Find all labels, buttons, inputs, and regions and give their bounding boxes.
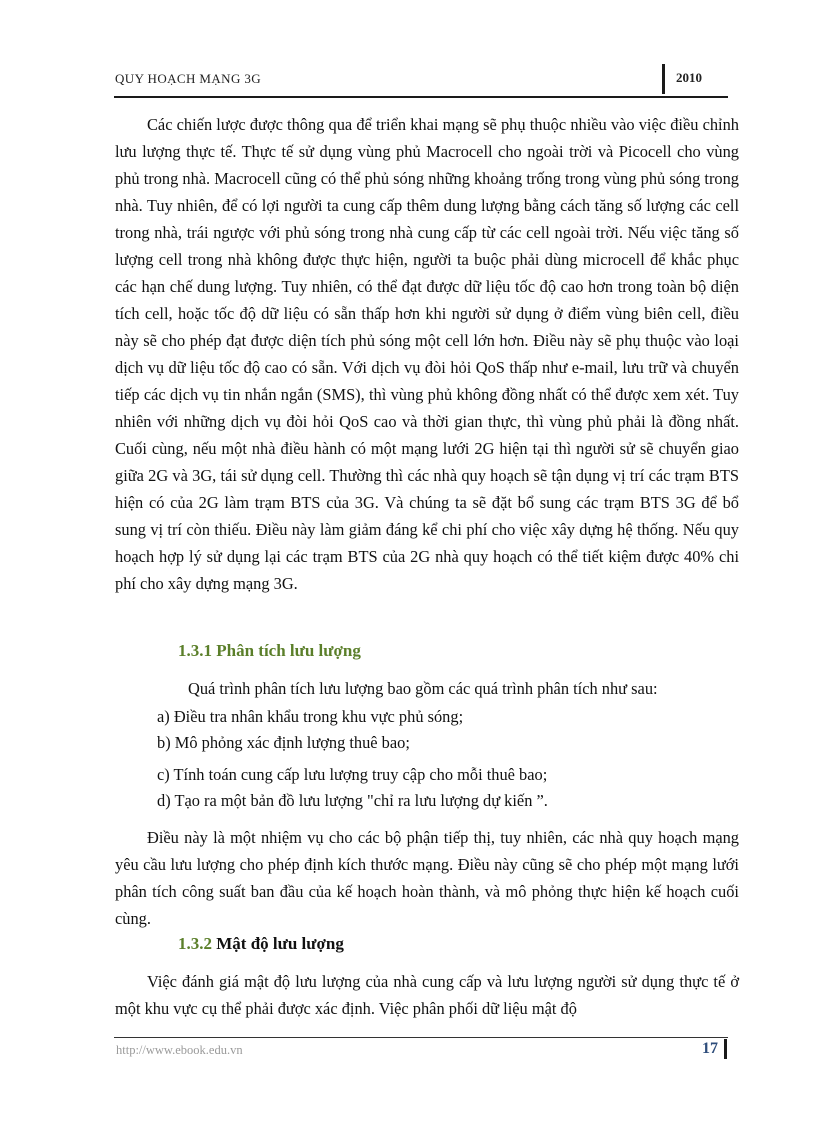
paragraph-marketing-task: Điều này là một nhiệm vụ cho các bộ phận tiếp thị, tuy nhiên, các nhà quy hoạch mạng yêu cầu lưu lượng cho phép định kích thước mạng. Điều này cũng sẽ cho phép một mạng lưới phân tích công suất ban đầu của kế hoạch hoàn thành, và mô phỏng thực hiện kế hoạch cuối cùng. (115, 828, 739, 928)
page-number: 17 (702, 1040, 718, 1057)
running-header-year: 2010 (676, 70, 702, 85)
list-item: a) Điều tra nhân khẩu trong khu vực phủ sóng; (157, 707, 464, 726)
analysis-steps-list (157, 704, 548, 814)
section-title: Mật độ lưu lượng (216, 934, 344, 953)
section-heading-traffic-density (178, 934, 344, 954)
header-divider-bar (662, 64, 665, 94)
footer-divider-bar (724, 1039, 727, 1059)
section-heading-traffic-analysis (178, 641, 361, 661)
section-title: Phân tích lưu lượng (216, 641, 361, 660)
list-item: b) Mô phỏng xác định lượng thuê bao; (157, 733, 410, 752)
section-intro: Quá trình phân tích lưu lượng bao gồm các quá trình phân tích như sau: (188, 679, 658, 698)
list-item: c) Tính toán cung cấp lưu lượng truy cập cho mỗi thuê bao; (157, 765, 548, 784)
running-header-title: QUY HOẠCH MẠNG 3G (115, 71, 262, 86)
footer-url-link[interactable]: http://www.ebook.edu.vn (116, 1043, 243, 1057)
paragraph-deployment-strategy: Các chiến lược được thông qua để triển khai mạng sẽ phụ thuộc nhiều vào việc điều chỉnh lưu lượng thực tế. Thực tế sử dụng vùng phủ Macrocell cho ngoài trời và Picocell cho vùng phủ trong nhà. Macrocell cũng có thể phủ sóng những khoảng trống trong vùng phủ sóng trong nhà. Tuy nhiên, để có lợi người ta cung cấp thêm dung lượng bằng cách tăng số lượng các cell trong nhà, trái ngược với phủ sóng trong nhà cung cấp từ các cell ngoài trời. Nếu việc tăng số lượng cell trong nhà không được thực hiện, người ta buộc phải dùng microcell để khắc phục các hạn chế dung lượng. Tuy nhiên, có thể đạt được dữ liệu tốc độ cao hơn trong toàn bộ diện tích cell, hoặc tốc độ dữ liệu có sẵn thấp hơn khi người sử dụng ở điểm vùng biên cell, điều này sẽ cho phép đạt được diện tích phủ sóng một cell lớn hơn. Điều này sẽ phụ thuộc vào loại dịch vụ dữ liệu tốc độ cao có sẵn. Với dịch vụ đòi hỏi QoS thấp như e-mail, lưu trữ và chuyển tiếp các dịch vụ tin nhắn ngắn (SMS), thì vùng phủ không đồng nhất có thể được xem xét. Tuy nhiên với những dịch vụ đòi hỏi QoS cao và thời gian thực, thì vùng phủ phải là đồng nhất. Cuối cùng, nếu một nhà điều hành có một mạng lưới 2G hiện tại thì người sử sẽ chuyển giao giữa 2G và 3G, tái sử dụng cell. Thường thì các nhà quy hoạch sẽ tận dụng vị trí các trạm BTS hiện có của 2G làm trạm BTS của 3G. Và chúng ta sẽ đặt bổ sung các trạm BTS 3G để bổ sung vị trí còn thiếu. Điều này làm giảm đáng kể chi phí cho việc xây dựng hệ thống. Nếu quy hoạch hợp lý sử dụng lại các trạm BTS của 2G nhà quy hoạch có thể tiết kiệm được 40% chi phí cho xây dựng mạng 3G. (115, 115, 739, 593)
footer-rule (114, 1037, 728, 1038)
section-number: 1.3.1 (178, 641, 212, 660)
header-rule (114, 96, 728, 98)
section-number: 1.3.2 (178, 934, 212, 953)
paragraph-traffic-density: Việc đánh giá mật độ lưu lượng của nhà cung cấp và lưu lượng người sử dụng thực tế ở một khu vực cụ thể phải được xác định. Việc phân phối dữ liệu mật độ (115, 972, 739, 1018)
list-item: d) Tạo ra một bản đồ lưu lượng "chỉ ra lưu lượng dự kiến ”. (157, 791, 548, 810)
